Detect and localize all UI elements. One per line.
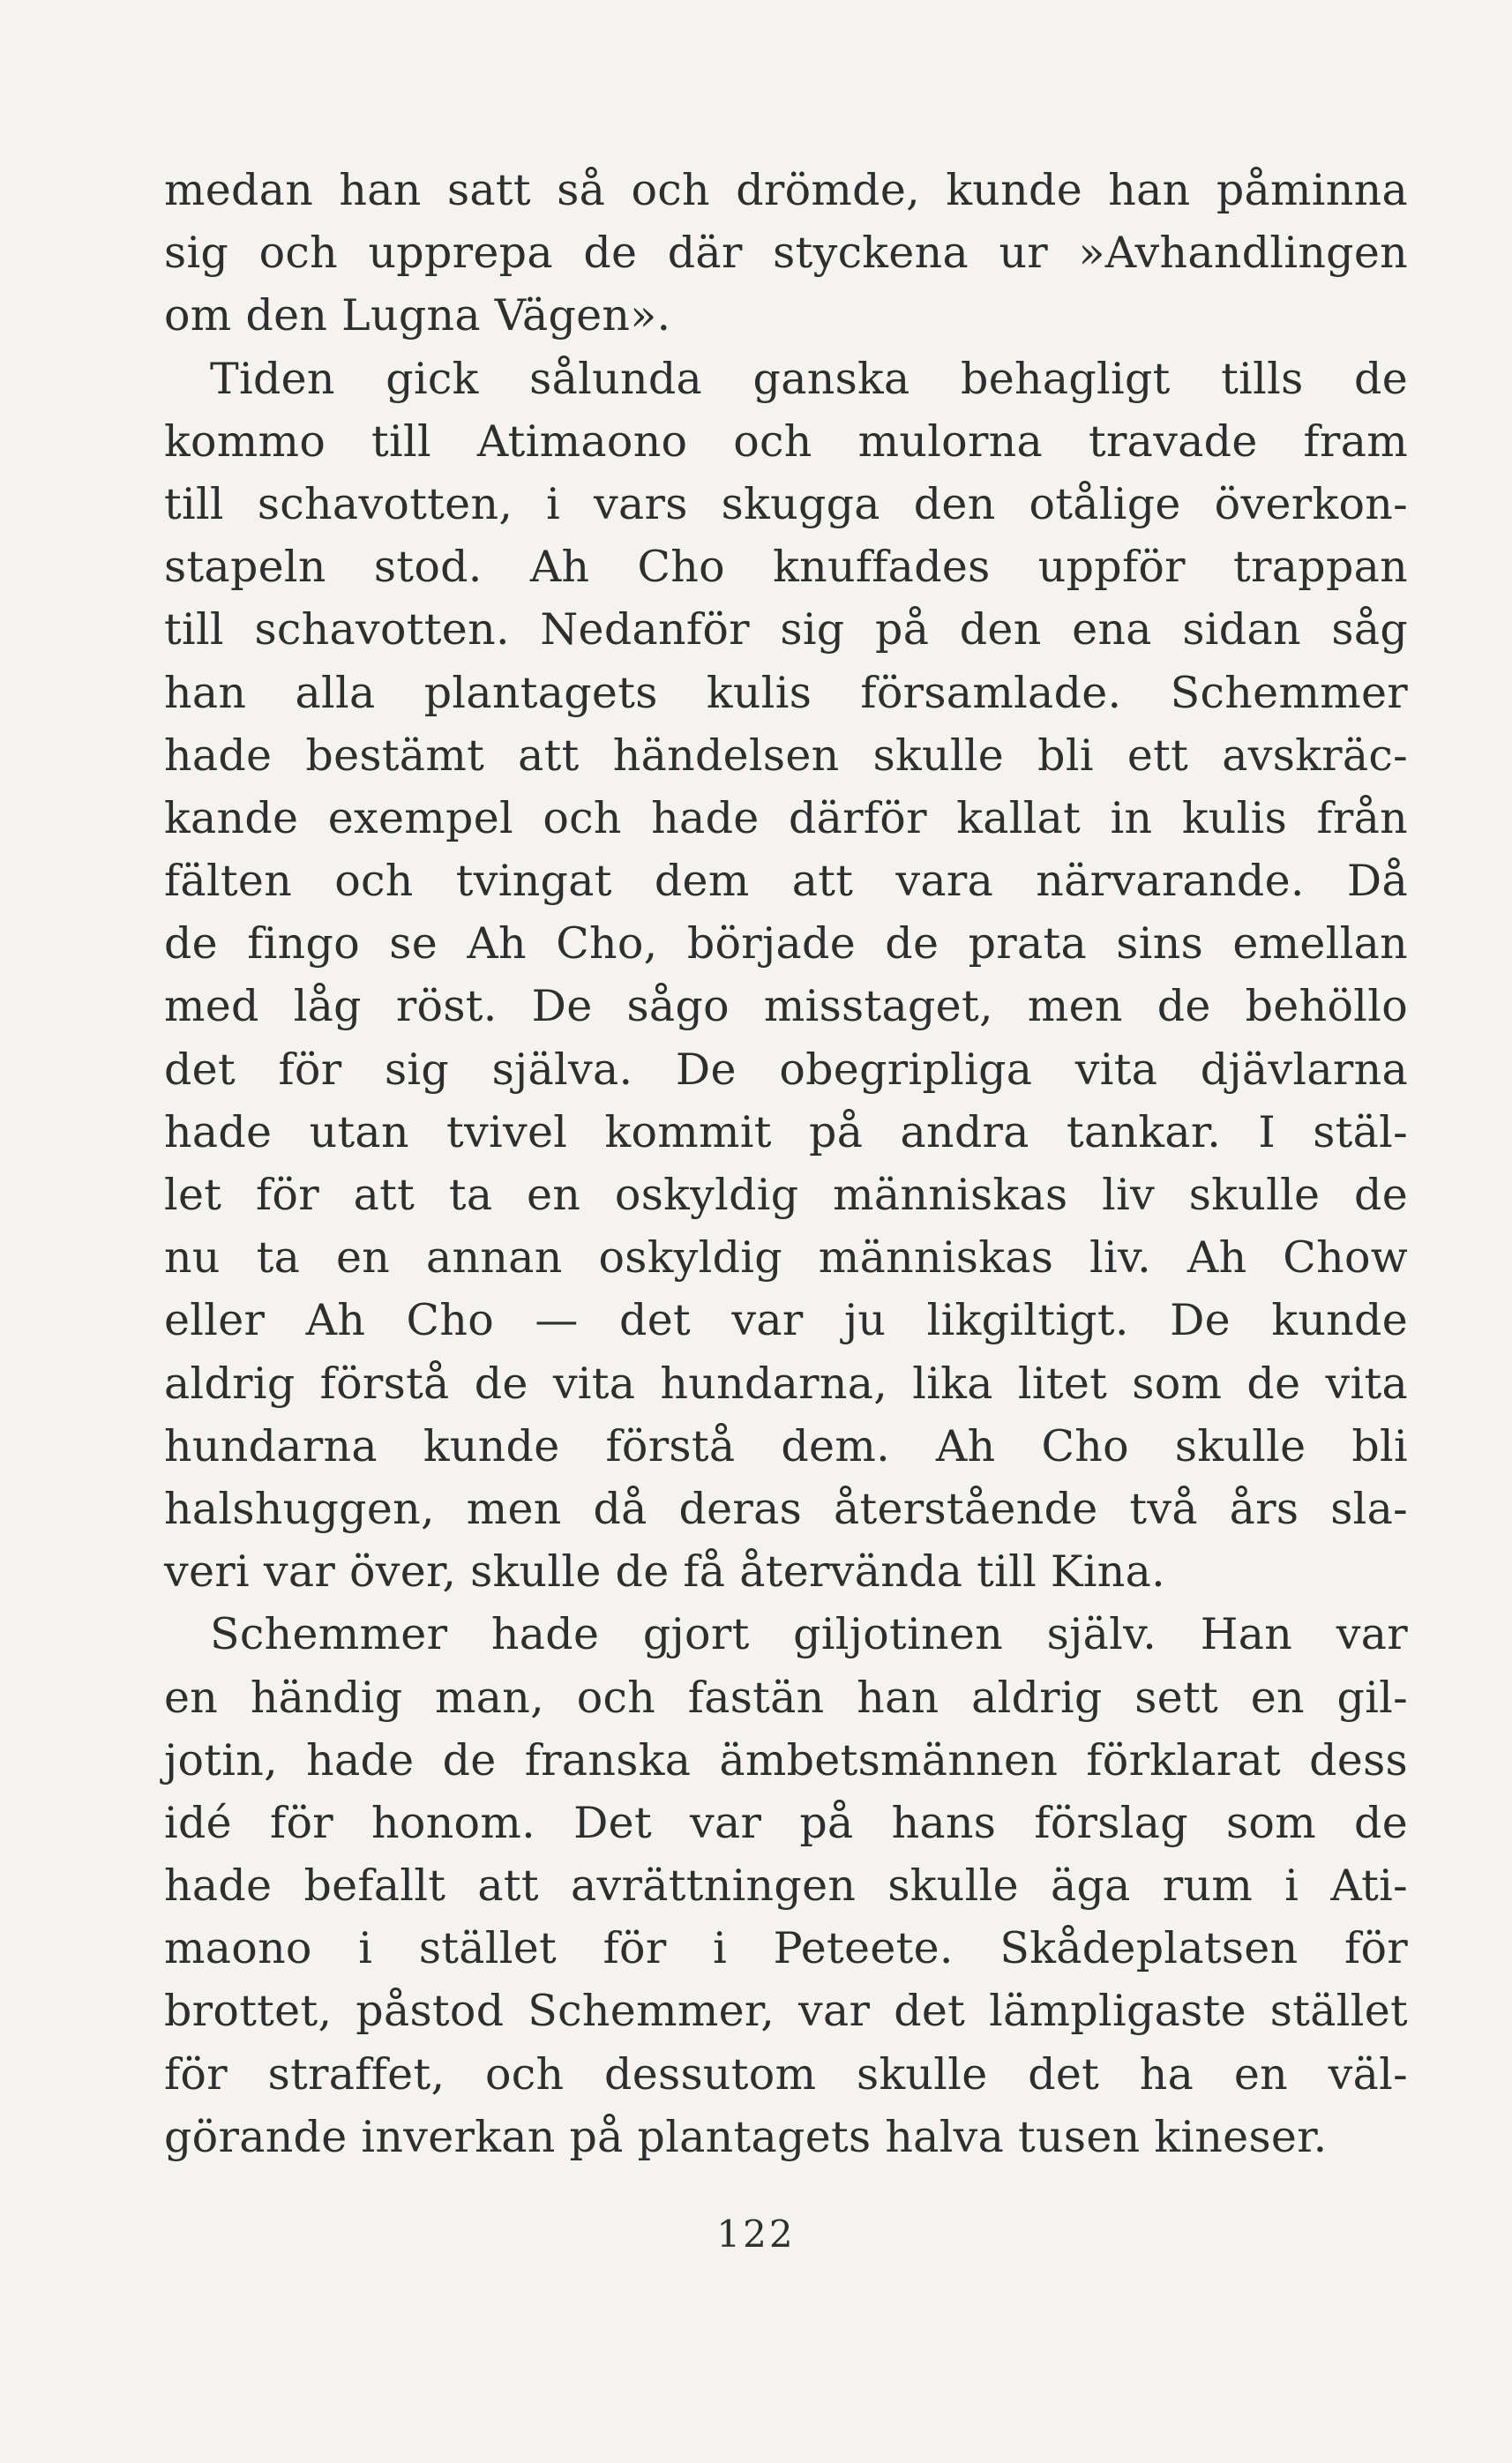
text-line: hade befallt att avrättningen skulle äga rum i Ati- <box>164 1860 1408 1912</box>
text-line: stapeln stod. Ah Cho knuffades uppför trappan <box>164 542 1408 593</box>
text-line: till schavotten. Nedanför sig på den ena sidan såg <box>164 604 1408 655</box>
text-line: det för sig själva. De obegripliga vita djävlarna <box>164 1044 1408 1095</box>
text-line: kande exempel och hade därför kallat in kulis från <box>164 792 1408 843</box>
text-line: jotin, hade de franska ämbetsmännen förklarat dess <box>164 1734 1408 1785</box>
text-line: görande inverkan på plantagets halva tusen kineser. <box>164 2111 1328 2162</box>
text-line: aldrig förstå de vita hundarna, lika litet som de vita <box>164 1358 1408 1409</box>
text-line: Tiden gick sålunda ganska behagligt tills de <box>210 353 1408 404</box>
text-line: hundarna kunde förstå dem. Ah Cho skulle bli <box>164 1420 1408 1471</box>
text-line: eller Ah Cho — det var ju likgiltigt. De kunde <box>164 1295 1408 1346</box>
text-line: för straffet, och dessutom skulle det ha en väl- <box>164 2048 1408 2100</box>
text-line: en händig man, och fastän han aldrig sett en gil- <box>164 1672 1408 1723</box>
text-line: medan han satt så och drömde, kunde han påminna <box>164 165 1408 215</box>
text-line: sig och upprepa de där styckena ur »Avhandlingen <box>164 228 1408 279</box>
text-line: han alla plantagets kulis församlade. Schemmer <box>164 667 1408 718</box>
page-number: 122 <box>716 2212 796 2256</box>
text-line: maono i stället för i Peteete. Skådeplatsen för <box>164 1923 1408 1974</box>
text-line: till schavotten, i vars skugga den otålige överkon- <box>164 478 1408 529</box>
text-line: let för att ta en oskyldig människas liv skulle de <box>164 1170 1408 1220</box>
text-line: kommo till Atimaono och mulorna travade fram <box>164 415 1408 467</box>
text-line: nu ta en annan oskyldig människas liv. Ah Chow <box>164 1232 1408 1284</box>
text-line: de fingo se Ah Cho, började de prata sins emellan <box>164 918 1408 969</box>
text-line: hade utan tvivel kommit på andra tankar. I stäl- <box>164 1106 1408 1157</box>
text-line: veri var över, skulle de få återvända till Kina. <box>164 1546 1166 1598</box>
text-line: Schemmer hade gjort giljotinen själv. Han var <box>210 1609 1408 1660</box>
text-line: brottet, påstod Schemmer, var det lämpligaste stället <box>164 1986 1408 2037</box>
text-line: fälten och tvingat dem att vara närvarande. Då <box>164 856 1408 907</box>
text-line: idé för honom. Det var på hans förslag som de <box>164 1797 1408 1848</box>
body-text <box>164 159 1408 2168</box>
text-line: hade bestämt att händelsen skulle bli ett avskräc- <box>164 730 1408 781</box>
text-line: halshuggen, men då deras återstående två års sla- <box>164 1483 1408 1534</box>
text-line: om den Lugna Vägen». <box>164 290 671 341</box>
text-line: med låg röst. De sågo misstaget, men de behöllo <box>164 981 1408 1032</box>
